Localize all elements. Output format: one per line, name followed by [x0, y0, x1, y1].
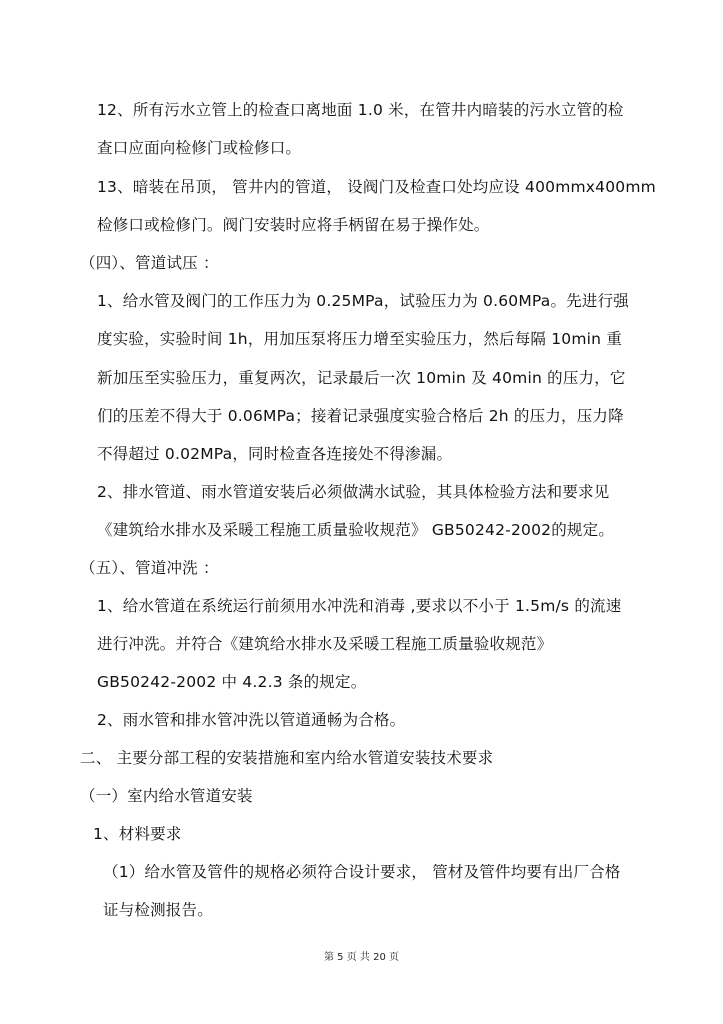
text-line: 查口应面向检修门或检修口。 — [97, 139, 302, 157]
text-line: 《建筑给水排水及采暖工程施工质量验收规范》 GB50242-2002的规定。 — [97, 521, 615, 539]
text-line: 2、排水管道、雨水管道安装后必须做满水试验，其具体检验方法和要求见 — [97, 483, 610, 501]
text-line: （1）给水管及管件的规格必须符合设计要求， 管材及管件均要有出厂合格 — [103, 863, 621, 881]
text-line: 检修口或检修门。阀门安装时应将手柄留在易于操作处。 — [97, 216, 490, 234]
section-heading: （一）室内给水管道安装 — [80, 787, 253, 805]
section-heading: （四）、管道试压 ： — [80, 254, 219, 272]
text-line: 不得超过 0.02MPa，同时检查各连接处不得渗漏。 — [97, 445, 453, 463]
text-line: 证与检测报告。 — [103, 901, 213, 919]
text-line: 2、雨水管和排水管冲洗以管道通畅为合格。 — [97, 711, 406, 729]
text-line: 13、暗装在吊顶， 管井内的管道， 设阀门及检查口处均应设 400mmx400mm — [97, 178, 656, 196]
text-line: 1、给水管道在系统运行前须用水冲洗和消毒 ,要求以不小于 1.5m/s 的流速 — [97, 597, 622, 615]
subsection-heading: 1、材料要求 — [93, 825, 182, 843]
text-line: 进行冲洗。并符合《建筑给水排水及采暖工程施工质量验收规范》 — [97, 635, 553, 653]
text-line: 新加压至实验压力，重复两次，记录最后一次 10min 及 40min 的压力，它 — [97, 369, 626, 387]
section-heading: （五）、管道冲洗 ： — [80, 559, 219, 577]
section-heading: 二、 主要分部工程的安装措施和室内给水管道安装技术要求 — [80, 749, 494, 767]
text-line: GB50242-2002 中 4.2.3 条的规定。 — [97, 673, 367, 691]
text-line: 度实验，实验时间 1h，用加压泵将压力增至实验压力，然后每隔 10min 重 — [97, 330, 623, 348]
text-line: 们的压差不得大于 0.06MPa；接着记录强度实验合格后 2h 的压力，压力降 — [97, 407, 624, 425]
text-line: 1、给水管及阀门的工作压力为 0.25MPa，试验压力为 0.60MPa。先进行强 — [97, 292, 629, 310]
text-line: 12、所有污水立管上的检查口离地面 1.0 米，在管井内暗装的污水立管的检 — [97, 101, 624, 119]
page-footer: 第 5 页 共 20 页 — [324, 952, 399, 963]
